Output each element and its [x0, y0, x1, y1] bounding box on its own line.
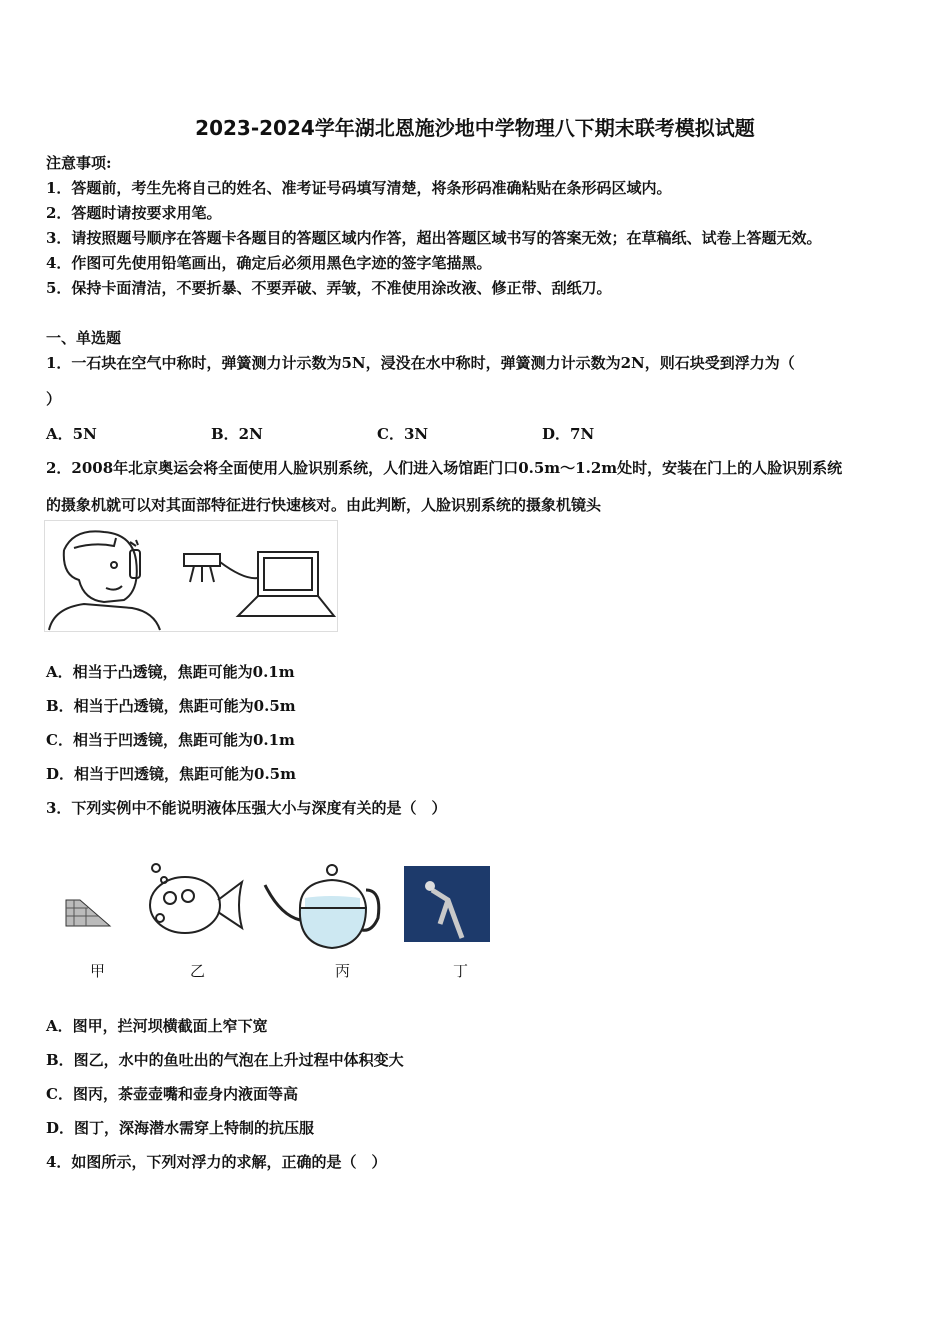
- q2-option-b: B．相当于凸透镜，焦距可能为0.5m: [46, 697, 296, 715]
- figure-caption: 丙: [335, 962, 351, 980]
- page-title: 2023-2024学年湖北恩施沙地中学物理八下期末联考模拟试题: [195, 116, 755, 140]
- fish-icon: [150, 864, 242, 933]
- question-1-stem: 1．一石块在空气中称时，弹簧测力计示数为5N，浸没在水中称时，弹簧测力计示数为2N，则石块受到浮力为（: [46, 354, 795, 372]
- q3-option-c: C．图丙，茶壶壶嘴和壶身内液面等高: [46, 1085, 298, 1103]
- question-2-stem: 2．2008年北京奥运会将全面使用人脸识别系统，人们进入场馆距门口0.5m～1.2m处时，安装在门上的人脸识别系统: [46, 459, 843, 477]
- dam-icon: [66, 900, 110, 926]
- q2-option-d: D．相当于凹透镜，焦距可能为0.5m: [46, 765, 296, 783]
- teapot-icon: [265, 865, 379, 948]
- q2-option-c: C．相当于凹透镜，焦距可能为0.1m: [46, 731, 295, 749]
- diver-photo: [404, 866, 490, 942]
- notice-item: 4．作图可先使用铅笔画出，确定后必须用黑色字迹的签字笔描黑。: [46, 254, 492, 272]
- notice-item: 3．请按照题号顺序在答题卡各题目的答题区域内作答，超出答题区域书写的答案无效；在草稿纸、试卷上答题无效。: [46, 229, 822, 247]
- q1-option-b: B．2N: [211, 425, 263, 443]
- q1-option-a: A．5N: [46, 425, 97, 443]
- notice-item: 5．保持卡面清洁，不要折暴、不要弄破、弄皱，不准使用涂改液、修正带、刮纸刀。: [46, 279, 612, 297]
- q1-option-d: D．7N: [542, 425, 595, 443]
- q3-option-b: B．图乙，水中的鱼吐出的气泡在上升过程中体积变大: [46, 1051, 404, 1069]
- question-4-stem: 4．如图所示，下列对浮力的求解，正确的是（ ）: [46, 1153, 387, 1171]
- figure-caption: 甲: [90, 962, 106, 980]
- question-3-figures: [60, 860, 500, 955]
- question-2-stem-line2: 的摄象机就可以对其面部特征进行快速核对。由此判断，人脸识别系统的摄象机镜头: [46, 496, 602, 514]
- section-heading: 一、单选题: [46, 329, 122, 347]
- question-3-stem: 3．下列实例中不能说明液体压强大小与深度有关的是（ ）: [46, 799, 447, 817]
- q3-option-d: D．图丁，深海潜水需穿上特制的抗压服: [46, 1119, 315, 1137]
- notice-item: 2．答题时请按要求用笔。: [46, 204, 222, 222]
- notice-item: 1．答题前，考生先将自己的姓名、准考证号码填写清楚，将条形码准确粘贴在条形码区域内。: [46, 179, 672, 197]
- face-recognition-figure: [44, 520, 338, 632]
- q1-option-c: C．3N: [377, 425, 429, 443]
- figure-caption: 丁: [453, 962, 469, 980]
- figure-caption: 乙: [190, 962, 206, 980]
- notice-heading: 注意事项:: [46, 154, 112, 172]
- q3-option-a: A．图甲，拦河坝横截面上窄下宽: [46, 1017, 268, 1035]
- question-1-stem-end: ）: [46, 390, 62, 408]
- q2-option-a: A．相当于凸透镜，焦距可能为0.1m: [46, 663, 295, 681]
